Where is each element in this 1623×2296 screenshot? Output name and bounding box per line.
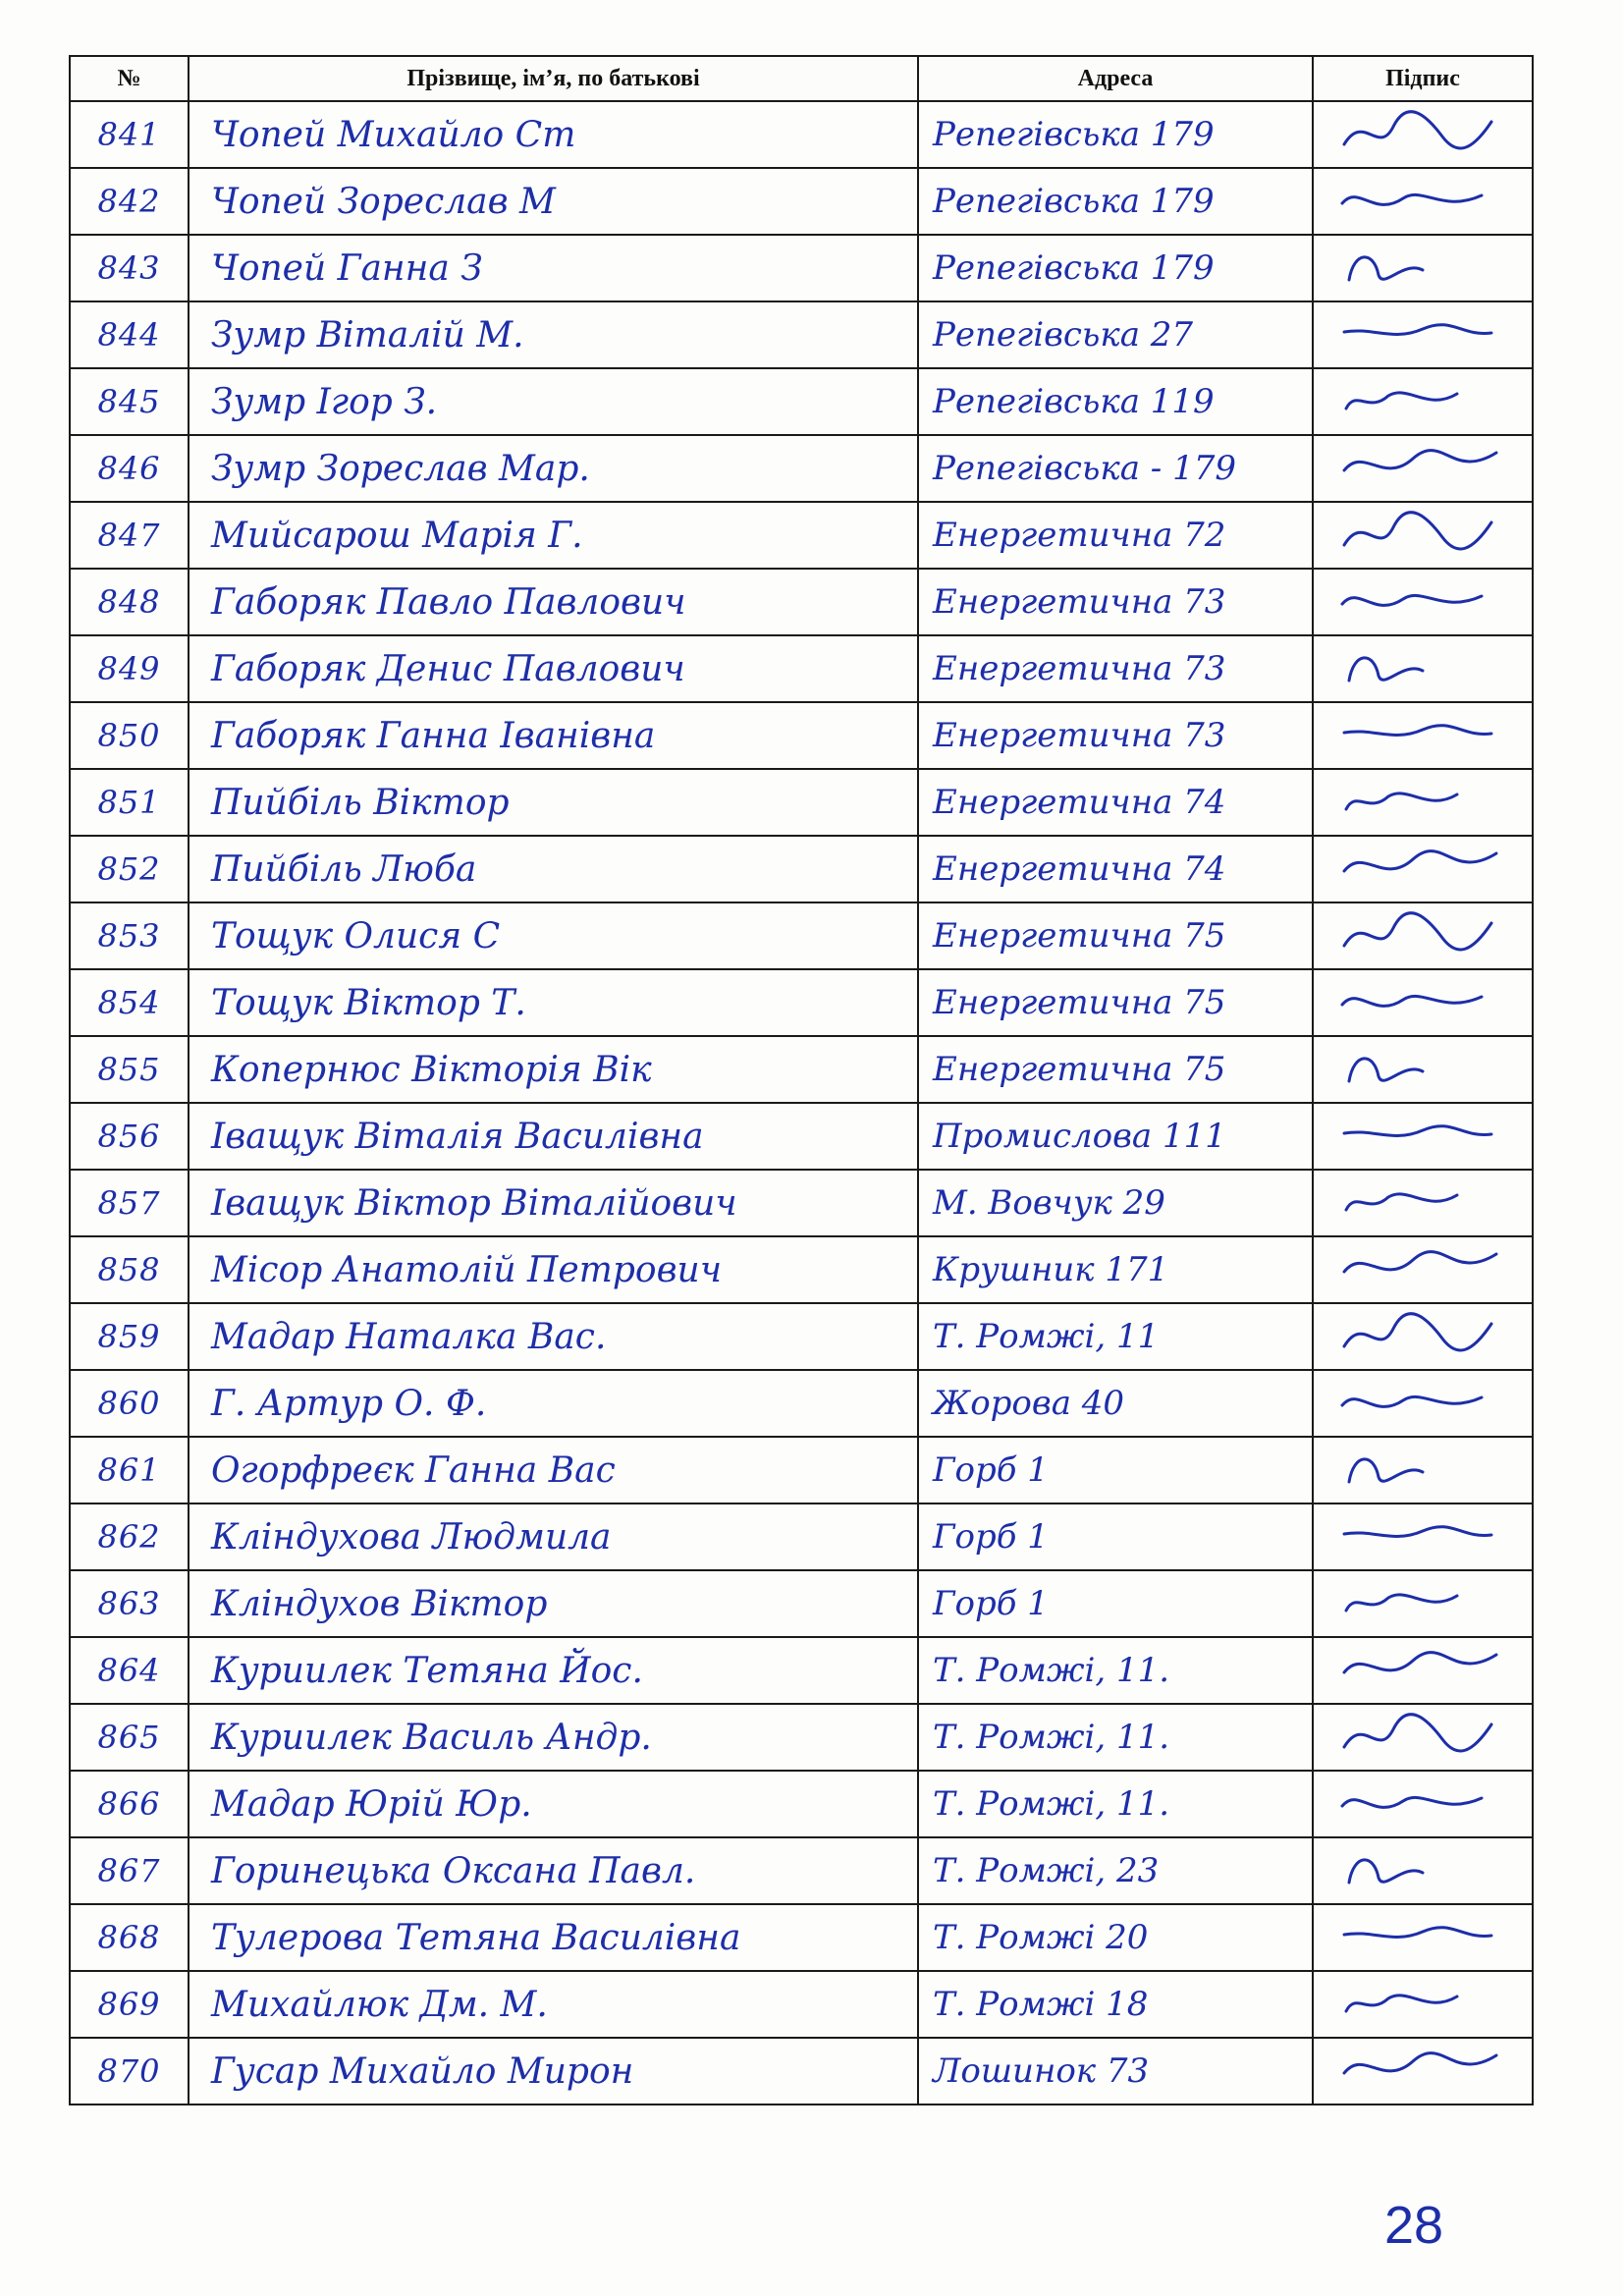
table-row [70,1570,1533,1637]
handwritten-signature-icon [1334,241,1511,296]
row-signature [1313,1236,1533,1303]
row-address: Енергетична 73 [918,702,1313,769]
row-signature [1313,1637,1533,1704]
row-full-name: Місор Анатолій Петрович [189,1236,918,1303]
handwritten-signature-icon [1334,1576,1511,1631]
table-row [70,1437,1533,1503]
row-number: 860 [70,1370,189,1437]
row-full-name: Зумр Зореслав Мар. [189,435,918,502]
row-number: 869 [70,1971,189,2038]
row-full-name: Чопей Ганна З [189,235,918,301]
row-address: Енергетична 75 [918,1036,1313,1103]
row-number: 848 [70,569,189,635]
table-row [70,435,1533,502]
table-row [70,1303,1533,1370]
row-address: Репегівська 119 [918,368,1313,435]
row-full-name: Іващук Віталія Василівна [189,1103,918,1170]
row-signature [1313,1570,1533,1637]
row-number: 857 [70,1170,189,1236]
table-row [70,2038,1533,2105]
handwritten-signature-icon [1334,1977,1511,2032]
row-address: Т. Ромжі 18 [918,1971,1313,2038]
handwritten-signature-icon [1334,641,1511,696]
table-header-row [70,56,1533,101]
row-address: М. Вовчук 29 [918,1170,1313,1236]
row-address: Репегівська 179 [918,101,1313,168]
table-row [70,368,1533,435]
row-number: 858 [70,1236,189,1303]
row-full-name: Огорфреєк Ганна Вас [189,1437,918,1503]
header-full-name: Прізвище, ім’я, по батькові [189,56,918,101]
row-address: Горб 1 [918,1437,1313,1503]
row-signature [1313,1704,1533,1771]
table-row [70,1704,1533,1771]
row-full-name: Чопей Зореслав М [189,168,918,235]
row-address: Лошинок 73 [918,2038,1313,2105]
row-number: 856 [70,1103,189,1170]
handwritten-signature-icon [1334,2044,1511,2099]
row-address: Горб 1 [918,1570,1313,1637]
row-full-name: Тулерова Тетяна Василівна [189,1904,918,1971]
row-signature [1313,368,1533,435]
row-signature [1313,1170,1533,1236]
row-full-name: Г. Артур О. Ф. [189,1370,918,1437]
row-address: Репегівська - 179 [918,435,1313,502]
row-signature [1313,769,1533,836]
table-row [70,969,1533,1036]
row-signature [1313,235,1533,301]
handwritten-signature-icon [1334,1843,1511,1898]
handwritten-signature-icon [1334,908,1511,963]
header-address: Адреса [918,56,1313,101]
row-address: Репегівська 179 [918,168,1313,235]
handwritten-signature-icon [1334,374,1511,429]
row-signature [1313,1904,1533,1971]
row-signature [1313,635,1533,702]
row-number: 866 [70,1771,189,1837]
row-full-name: Габоряк Павло Павлович [189,569,918,635]
handwritten-signature-icon [1334,107,1511,162]
row-number: 867 [70,1837,189,1904]
header-number: № [70,56,189,101]
row-signature [1313,101,1533,168]
row-number: 847 [70,502,189,569]
row-full-name: Горинецька Оксана Павл. [189,1837,918,1904]
row-signature [1313,1503,1533,1570]
handwritten-signature-icon [1334,508,1511,563]
row-address: Промислова 111 [918,1103,1313,1170]
row-full-name: Гусар Михайло Мирон [189,2038,918,2105]
row-address: Енергетична 74 [918,769,1313,836]
row-number: 845 [70,368,189,435]
row-full-name: Копернюс Вікторія Вік [189,1036,918,1103]
row-number: 854 [70,969,189,1036]
table-row [70,1971,1533,2038]
table-body [70,101,1533,2105]
row-signature [1313,1971,1533,2038]
row-number: 868 [70,1904,189,1971]
row-full-name: Зумр Ігор З. [189,368,918,435]
row-number: 870 [70,2038,189,2105]
row-signature [1313,1837,1533,1904]
handwritten-signature-icon [1334,1509,1511,1564]
table-row [70,1170,1533,1236]
table-row [70,902,1533,969]
row-number: 859 [70,1303,189,1370]
row-address: Т. Ромжі, 11. [918,1637,1313,1704]
row-address: Енергетична 74 [918,836,1313,902]
table-row [70,1503,1533,1570]
row-full-name: Пийбіль Люба [189,836,918,902]
row-full-name: Мийсарош Марія Г. [189,502,918,569]
row-address: Енергетична 73 [918,569,1313,635]
row-number: 852 [70,836,189,902]
handwritten-signature-icon [1334,975,1511,1030]
row-signature [1313,435,1533,502]
row-address: Енергетична 75 [918,902,1313,969]
handwritten-signature-icon [1334,708,1511,763]
handwritten-signature-icon [1334,1443,1511,1498]
row-number: 846 [70,435,189,502]
row-address: Репегівська 179 [918,235,1313,301]
row-address: Жорова 40 [918,1370,1313,1437]
row-signature [1313,168,1533,235]
handwritten-signature-icon [1334,1910,1511,1965]
row-number: 865 [70,1704,189,1771]
signature-register-table [69,55,1534,2105]
row-signature [1313,502,1533,569]
row-full-name: Тощук Віктор Т. [189,969,918,1036]
row-number: 861 [70,1437,189,1503]
row-signature [1313,569,1533,635]
row-full-name: Габоряк Ганна Іванівна [189,702,918,769]
row-number: 844 [70,301,189,368]
table-row [70,235,1533,301]
handwritten-signature-icon [1334,174,1511,229]
table-row [70,1103,1533,1170]
row-address: Крушник 171 [918,1236,1313,1303]
row-number: 863 [70,1570,189,1637]
table-row [70,168,1533,235]
handwritten-signature-icon [1334,1643,1511,1698]
table-row [70,635,1533,702]
row-full-name: Іващук Віктор Віталійович [189,1170,918,1236]
table-row [70,101,1533,168]
handwritten-signature-icon [1334,842,1511,897]
row-number: 843 [70,235,189,301]
row-signature [1313,301,1533,368]
row-number: 841 [70,101,189,168]
row-full-name: Мадар Юрій Юр. [189,1771,918,1837]
table-row [70,702,1533,769]
table-row [70,769,1533,836]
row-full-name: Михайлюк Дм. М. [189,1971,918,2038]
handwritten-signature-icon [1334,574,1511,629]
row-number: 864 [70,1637,189,1704]
row-signature [1313,902,1533,969]
table-row [70,1637,1533,1704]
row-number: 842 [70,168,189,235]
row-full-name: Кліндухов Віктор [189,1570,918,1637]
handwritten-signature-icon [1334,1242,1511,1297]
handwritten-signature-icon [1334,1042,1511,1097]
row-address: Т. Ромжі, 11. [918,1771,1313,1837]
handwritten-signature-icon [1334,1710,1511,1765]
table-row [70,1837,1533,1904]
row-signature [1313,1303,1533,1370]
handwritten-signature-icon [1334,1777,1511,1831]
page-number: 28 [1384,2196,1444,2255]
row-full-name: Мадар Наталка Вас. [189,1303,918,1370]
row-signature [1313,702,1533,769]
row-address: Репегівська 27 [918,301,1313,368]
row-number: 850 [70,702,189,769]
table-row [70,502,1533,569]
row-full-name: Куриилек Тетяна Йос. [189,1637,918,1704]
row-address: Т. Ромжі, 11 [918,1303,1313,1370]
row-signature [1313,2038,1533,2105]
handwritten-signature-icon [1334,1109,1511,1164]
row-number: 853 [70,902,189,969]
row-address: Т. Ромжі, 11. [918,1704,1313,1771]
row-number: 849 [70,635,189,702]
table-row [70,301,1533,368]
row-full-name: Габоряк Денис Павлович [189,635,918,702]
table-row [70,1771,1533,1837]
row-full-name: Пийбіль Віктор [189,769,918,836]
handwritten-signature-icon [1334,307,1511,362]
row-address: Енергетична 73 [918,635,1313,702]
row-number: 855 [70,1036,189,1103]
handwritten-signature-icon [1334,775,1511,830]
table-row [70,836,1533,902]
row-full-name: Куриилек Василь Андр. [189,1704,918,1771]
table-row [70,1904,1533,1971]
row-full-name: Чопей Михайло Ст [189,101,918,168]
row-signature [1313,836,1533,902]
table-row [70,1036,1533,1103]
row-signature [1313,1036,1533,1103]
table-row [70,1236,1533,1303]
table-row [70,569,1533,635]
row-full-name: Тощук Олися С [189,902,918,969]
table-row [70,1370,1533,1437]
row-address: Енергетична 72 [918,502,1313,569]
row-signature [1313,1103,1533,1170]
row-address: Т. Ромжі 20 [918,1904,1313,1971]
handwritten-signature-icon [1334,1309,1511,1364]
row-signature [1313,1370,1533,1437]
row-signature [1313,1771,1533,1837]
row-signature [1313,969,1533,1036]
header-signature: Підпис [1313,56,1533,101]
handwritten-signature-icon [1334,1376,1511,1431]
row-address: Енергетична 75 [918,969,1313,1036]
handwritten-signature-icon [1334,1175,1511,1230]
row-full-name: Зумр Віталій М. [189,301,918,368]
row-number: 851 [70,769,189,836]
row-address: Т. Ромжі, 23 [918,1837,1313,1904]
row-number: 862 [70,1503,189,1570]
row-full-name: Кліндухова Людмила [189,1503,918,1570]
row-signature [1313,1437,1533,1503]
row-address: Горб 1 [918,1503,1313,1570]
handwritten-signature-icon [1334,441,1511,496]
